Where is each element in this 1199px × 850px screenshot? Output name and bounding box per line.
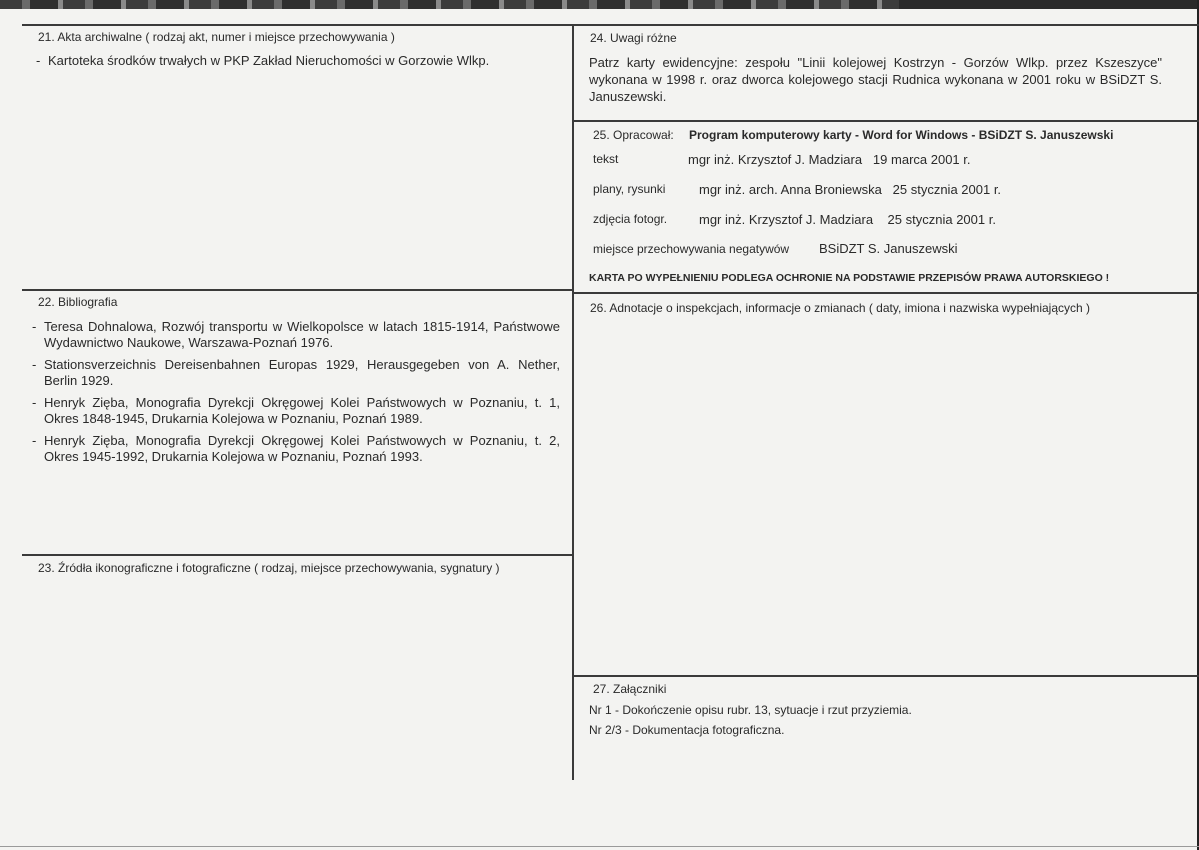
copyright-notice: KARTA PO WYPEŁNIENIU PODLEGA OCHRONIE NA PODSTAWIE PRZEPISÓW PRAWA AUTORSKIEGO ! bbox=[589, 272, 1110, 284]
top-rule bbox=[22, 24, 1199, 26]
list-item: - Teresa Dohnalowa, Rozwój transportu w Wielkopolsce w latach 1815-1914, Państwowe Wydawnictwo Naukowe, Warszawa-Poznań 1976. bbox=[32, 319, 560, 351]
section-24-title: 24. Uwagi różne bbox=[590, 31, 677, 45]
row-label-tekst: tekst bbox=[593, 152, 619, 166]
top-scan-band-dark bbox=[899, 0, 1199, 9]
section-25-title: 25. Opracował: bbox=[593, 128, 674, 142]
section-26-title: 26. Adnotacje o inspekcjach, informacje o zmianach ( daty, imiona i nazwiska wypełniających ) bbox=[590, 301, 1091, 315]
row-value-zdjecia: mgr inż. Krzysztof J. Madziara 25 stycznia 2001 r. bbox=[699, 212, 996, 227]
section-22-title: 22. Bibliografia bbox=[38, 295, 118, 309]
attachment-2: Nr 2/3 - Dokumentacja fotograficzna. bbox=[589, 723, 785, 737]
row-value-plany: mgr inż. arch. Anna Broniewska 25 stycznia 2001 r. bbox=[699, 182, 1002, 197]
section-25-program: Program komputerowy karty - Word for Windows - BSiDZT S. Januszewski bbox=[689, 128, 1114, 142]
row-label-plany: plany, rysunki bbox=[593, 182, 666, 196]
rule-26-27 bbox=[573, 675, 1199, 677]
section-21-list bbox=[36, 53, 561, 75]
section-27-title: 27. Załączniki bbox=[593, 682, 667, 696]
section-24-text: Patrz karty ewidencyjne: zespołu "Linii kolejowej Kostrzyn - Gorzów Wlkp. przez Kszeszyce" wykonana w 1998 r. oraz dworca kolejowego stacji Rudnica wykonana w 2001 roku w BSiDZT S. Januszewski. bbox=[589, 55, 1162, 104]
rule-21-22 bbox=[22, 289, 572, 291]
list-item: - Henryk Zięba, Monografia Dyrekcji Okręgowej Kolei Państwowych w Poznaniu, t. 2, Okres 1945-1992, Drukarnia Kolejowa w Poznaniu, Poznań 1993. bbox=[32, 433, 560, 465]
list-item: - Henryk Zięba, Monografia Dyrekcji Okręgowej Kolei Państwowych w Poznaniu, t. 1, Okres 1848-1945, Drukarnia Kolejowa w Poznaniu, Poznań 1989. bbox=[32, 395, 560, 427]
section-22-list bbox=[32, 319, 560, 471]
row-value-tekst: mgr inż. Krzysztof J. Madziara 19 marca 2001 r. bbox=[688, 152, 971, 167]
row-label-zdjecia: zdjęcia fotogr. bbox=[593, 212, 668, 226]
rule-22-23 bbox=[22, 554, 572, 556]
center-divider bbox=[572, 24, 574, 780]
attachment-1: Nr 1 - Dokończenie opisu rubr. 13, sytuacje i rzut przyziemia. bbox=[589, 703, 912, 717]
section-23-title: 23. Źródła ikonograficzne i fotograficzne ( rodzaj, miejsce przechowywania, sygnatury ) bbox=[38, 561, 500, 575]
list-item: - Kartoteka środków trwałych w PKP Zakład Nieruchomości w Gorzowie Wlkp. bbox=[36, 53, 561, 69]
list-item: - Stationsverzeichnis Dereisenbahnen Europas 1929, Herausgegeben von A. Nether, Berlin 1929. bbox=[32, 357, 560, 389]
rule-25-26 bbox=[573, 292, 1199, 294]
rule-24-25 bbox=[573, 120, 1199, 122]
negatives-value: BSiDZT S. Januszewski bbox=[819, 241, 958, 256]
section-21-title: 21. Akta archiwalne ( rodzaj akt, numer i miejsce przechowywania ) bbox=[38, 30, 395, 44]
bottom-rule bbox=[0, 846, 1199, 847]
negatives-label: miejsce przechowywania negatywów bbox=[593, 242, 790, 256]
